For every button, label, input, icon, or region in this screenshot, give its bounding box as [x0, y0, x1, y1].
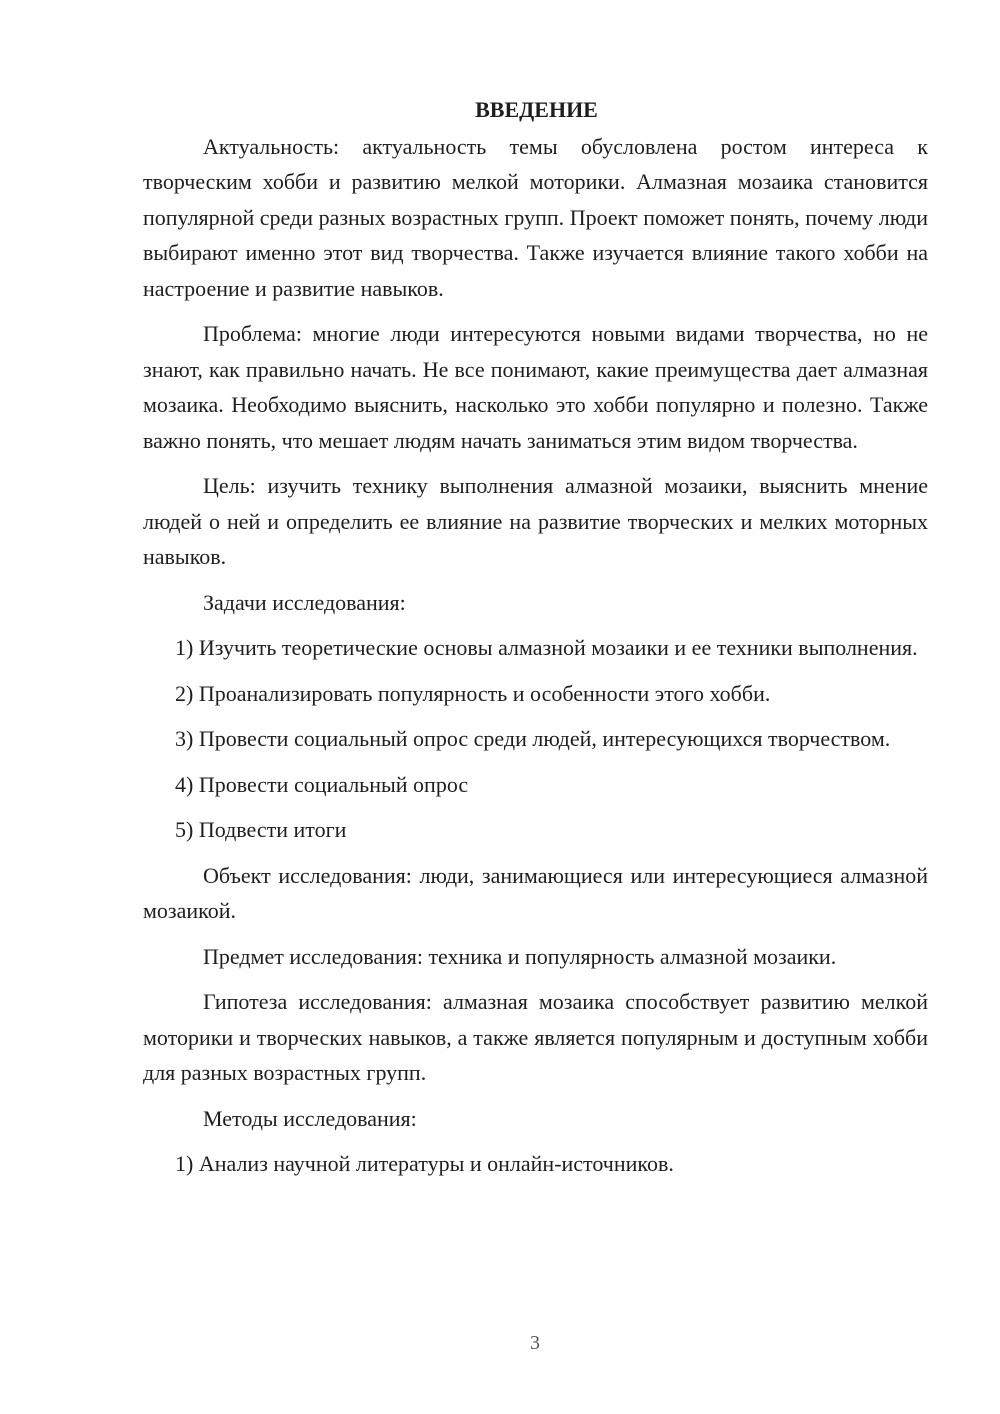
paragraph-hypothesis: Гипотеза исследования: алмазная мозаика способствует развитию мелкой моторики и творческих навыков, а также является популярным и доступным хобби для разных возрастных групп. [143, 989, 928, 1085]
task-item-5: 5) Подвести итоги [175, 817, 347, 842]
tasks-heading: Задачи исследования: [203, 589, 406, 615]
task-item-4: 4) Провести социальный опрос [175, 771, 469, 797]
task-item-3: 3) Провести социальный опрос среди людей, интересующихся творчеством. [175, 726, 891, 751]
methods-heading: Методы исследования: [203, 1105, 417, 1131]
page-number: 3 [530, 1332, 540, 1354]
method-item-1: 1) Анализ научной литературы и онлайн-источников. [175, 1151, 674, 1176]
paragraph-subject: Предмет исследования: техника и популярность алмазной мозаики. [203, 943, 837, 969]
page-title: ВВЕДЕНИЕ [475, 97, 598, 122]
paragraph-problem: Проблема: многие люди интересуются новыми видами творчества, но не знают, как правильно начать. Не все понимают, какие преимущества дает алмазная мозаика. Необходимо выяснить, насколько это хобби популярно и полезно. Также важно понять, что мешает людям начать заниматься этим видом творчества. [143, 321, 928, 453]
task-item-1: 1) Изучить теоретические основы алмазной мозаики и ее техники выполнения. [175, 635, 918, 660]
document-page [143, 92, 928, 1192]
paragraph-object: Объект исследования: люди, занимающиеся или интересующиеся алмазной мозаикой. [143, 862, 928, 923]
paragraph-relevance: Актуальность: актуальность темы обусловлена ростом интереса к творческим хобби и развитию мелкой моторики. Алмазная мозаика становится популярной среди разных возрастных групп. Проект поможет понять, почему люди выбирают именно этот вид творчества. Также изучается влияние такого хобби на настроение и развитие навыков. [143, 133, 928, 301]
paragraph-goal: Цель: изучить технику выполнения алмазной мозаики, выяснить мнение людей о ней и определить ее влияние на развитие творческих и мелких моторных навыков. [143, 473, 928, 569]
task-item-2: 2) Проанализировать популярность и особенности этого хобби. [175, 680, 771, 706]
